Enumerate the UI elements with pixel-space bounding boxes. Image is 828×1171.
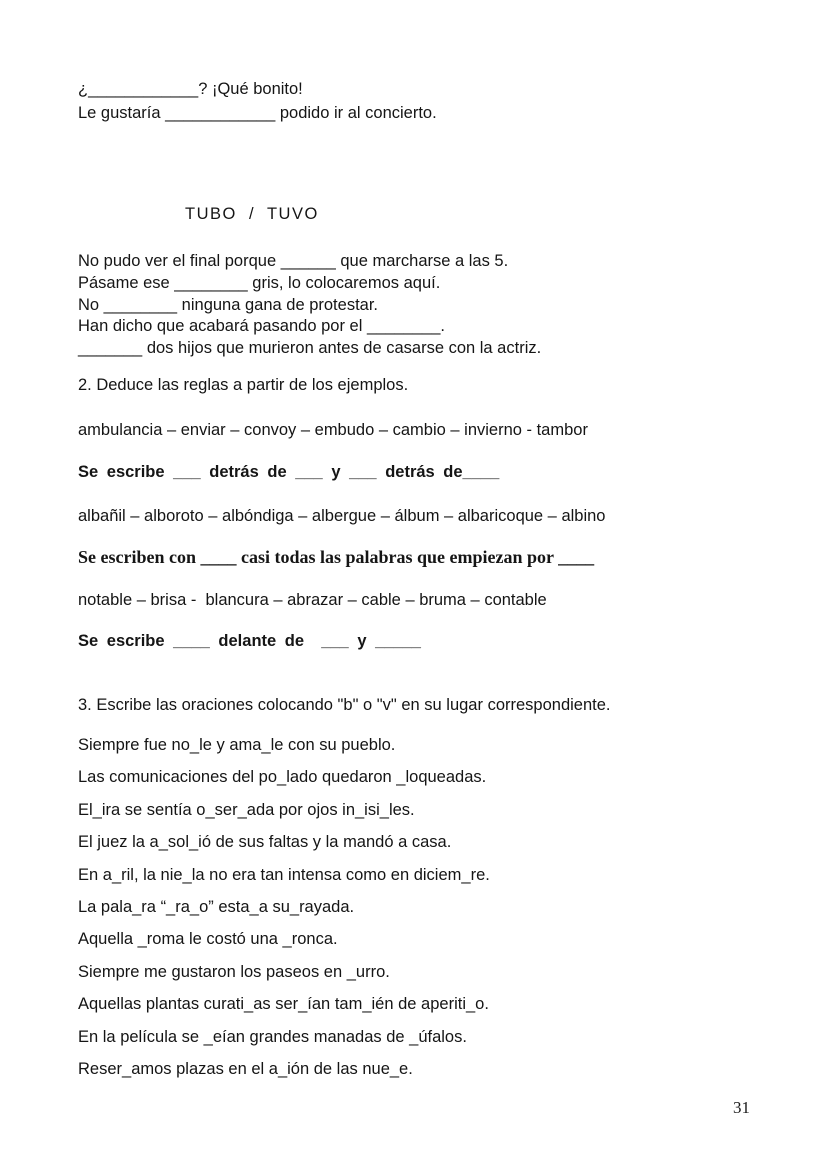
fill-blank-sentence: No pudo ver el final porque ______ que marcharse a las 5. xyxy=(78,252,509,270)
exercise-3-sentences xyxy=(78,729,490,1085)
fill-blank-sentence: Siempre me gustaron los paseos en _urro. xyxy=(78,962,390,981)
fill-blank-sentence: Siempre fue no_le y ama_le con su pueblo. xyxy=(78,736,396,754)
fill-blank-sentence: _______ dos hijos que murieron antes de casarse con la actriz. xyxy=(78,339,542,358)
fill-blank-sentence: La pala_ra “_ra_o” esta_a su_rayada. xyxy=(78,898,355,917)
page-number: 31 xyxy=(733,1098,750,1117)
fill-blank-sentence: El juez la a_sol_ió de sus faltas y la mandó a casa. xyxy=(78,833,452,852)
fill-blank-sentence: No ________ ninguna gana de protestar. xyxy=(78,295,378,314)
fill-blank-sentence: Le gustaría ____________ podido ir al concierto. xyxy=(78,104,437,122)
fill-blank-sentence: En a_ril, la nie_la no era tan intensa como en diciem_re. xyxy=(78,865,490,884)
rule-blank-line-3: Se escribe ____ delante de ___ y _____ xyxy=(78,632,421,650)
intro-block xyxy=(78,77,437,125)
exercise-2-title: 2. Deduce las reglas a partir de los ejemplos. xyxy=(78,376,409,394)
fill-blank-sentence: Aquellas plantas curati_as ser_ían tam_ién de aperiti_o. xyxy=(78,995,489,1014)
section-heading-tubo-tuvo: TUBO / TUVO xyxy=(185,205,319,223)
fill-blank-sentence: Reser_amos plazas en el a_ión de las nue_e. xyxy=(78,1060,413,1079)
word-list-2: albañil – alboroto – albóndiga – albergue – álbum – albaricoque – albino xyxy=(78,507,606,525)
tubo-tuvo-sentences xyxy=(78,251,541,360)
rule-blank-line-2: Se escriben con ____ casi todas las palabras que empiezan por ____ xyxy=(78,547,595,567)
fill-blank-sentence: Las comunicaciones del po_lado quedaron _loqueadas. xyxy=(78,768,487,787)
fill-blank-sentence: Han dicho que acabará pasando por el ________. xyxy=(78,317,445,336)
fill-blank-sentence: ¿____________? ¡Qué bonito! xyxy=(78,80,303,98)
fill-blank-sentence: Pásame ese ________ gris, lo colocaremos aquí. xyxy=(78,273,441,292)
fill-blank-sentence: En la película se _eían grandes manadas de _úfalos. xyxy=(78,1027,467,1046)
word-list-3: notable – brisa - blancura – abrazar – cable – bruma – contable xyxy=(78,591,547,609)
fill-blank-sentence: Aquella _roma le costó una _ronca. xyxy=(78,930,338,949)
rule-blank-line-1: Se escribe ___ detrás de ___ y ___ detrás de____ xyxy=(78,463,500,481)
exercise-3-title: 3. Escribe las oraciones colocando "b" o "v" en su lugar correspondiente. xyxy=(78,696,611,714)
fill-blank-sentence: El_ira se sentía o_ser_ada por ojos in_isi_les. xyxy=(78,800,415,819)
word-list-1: ambulancia – enviar – convoy – embudo – cambio – invierno - tambor xyxy=(78,421,588,439)
